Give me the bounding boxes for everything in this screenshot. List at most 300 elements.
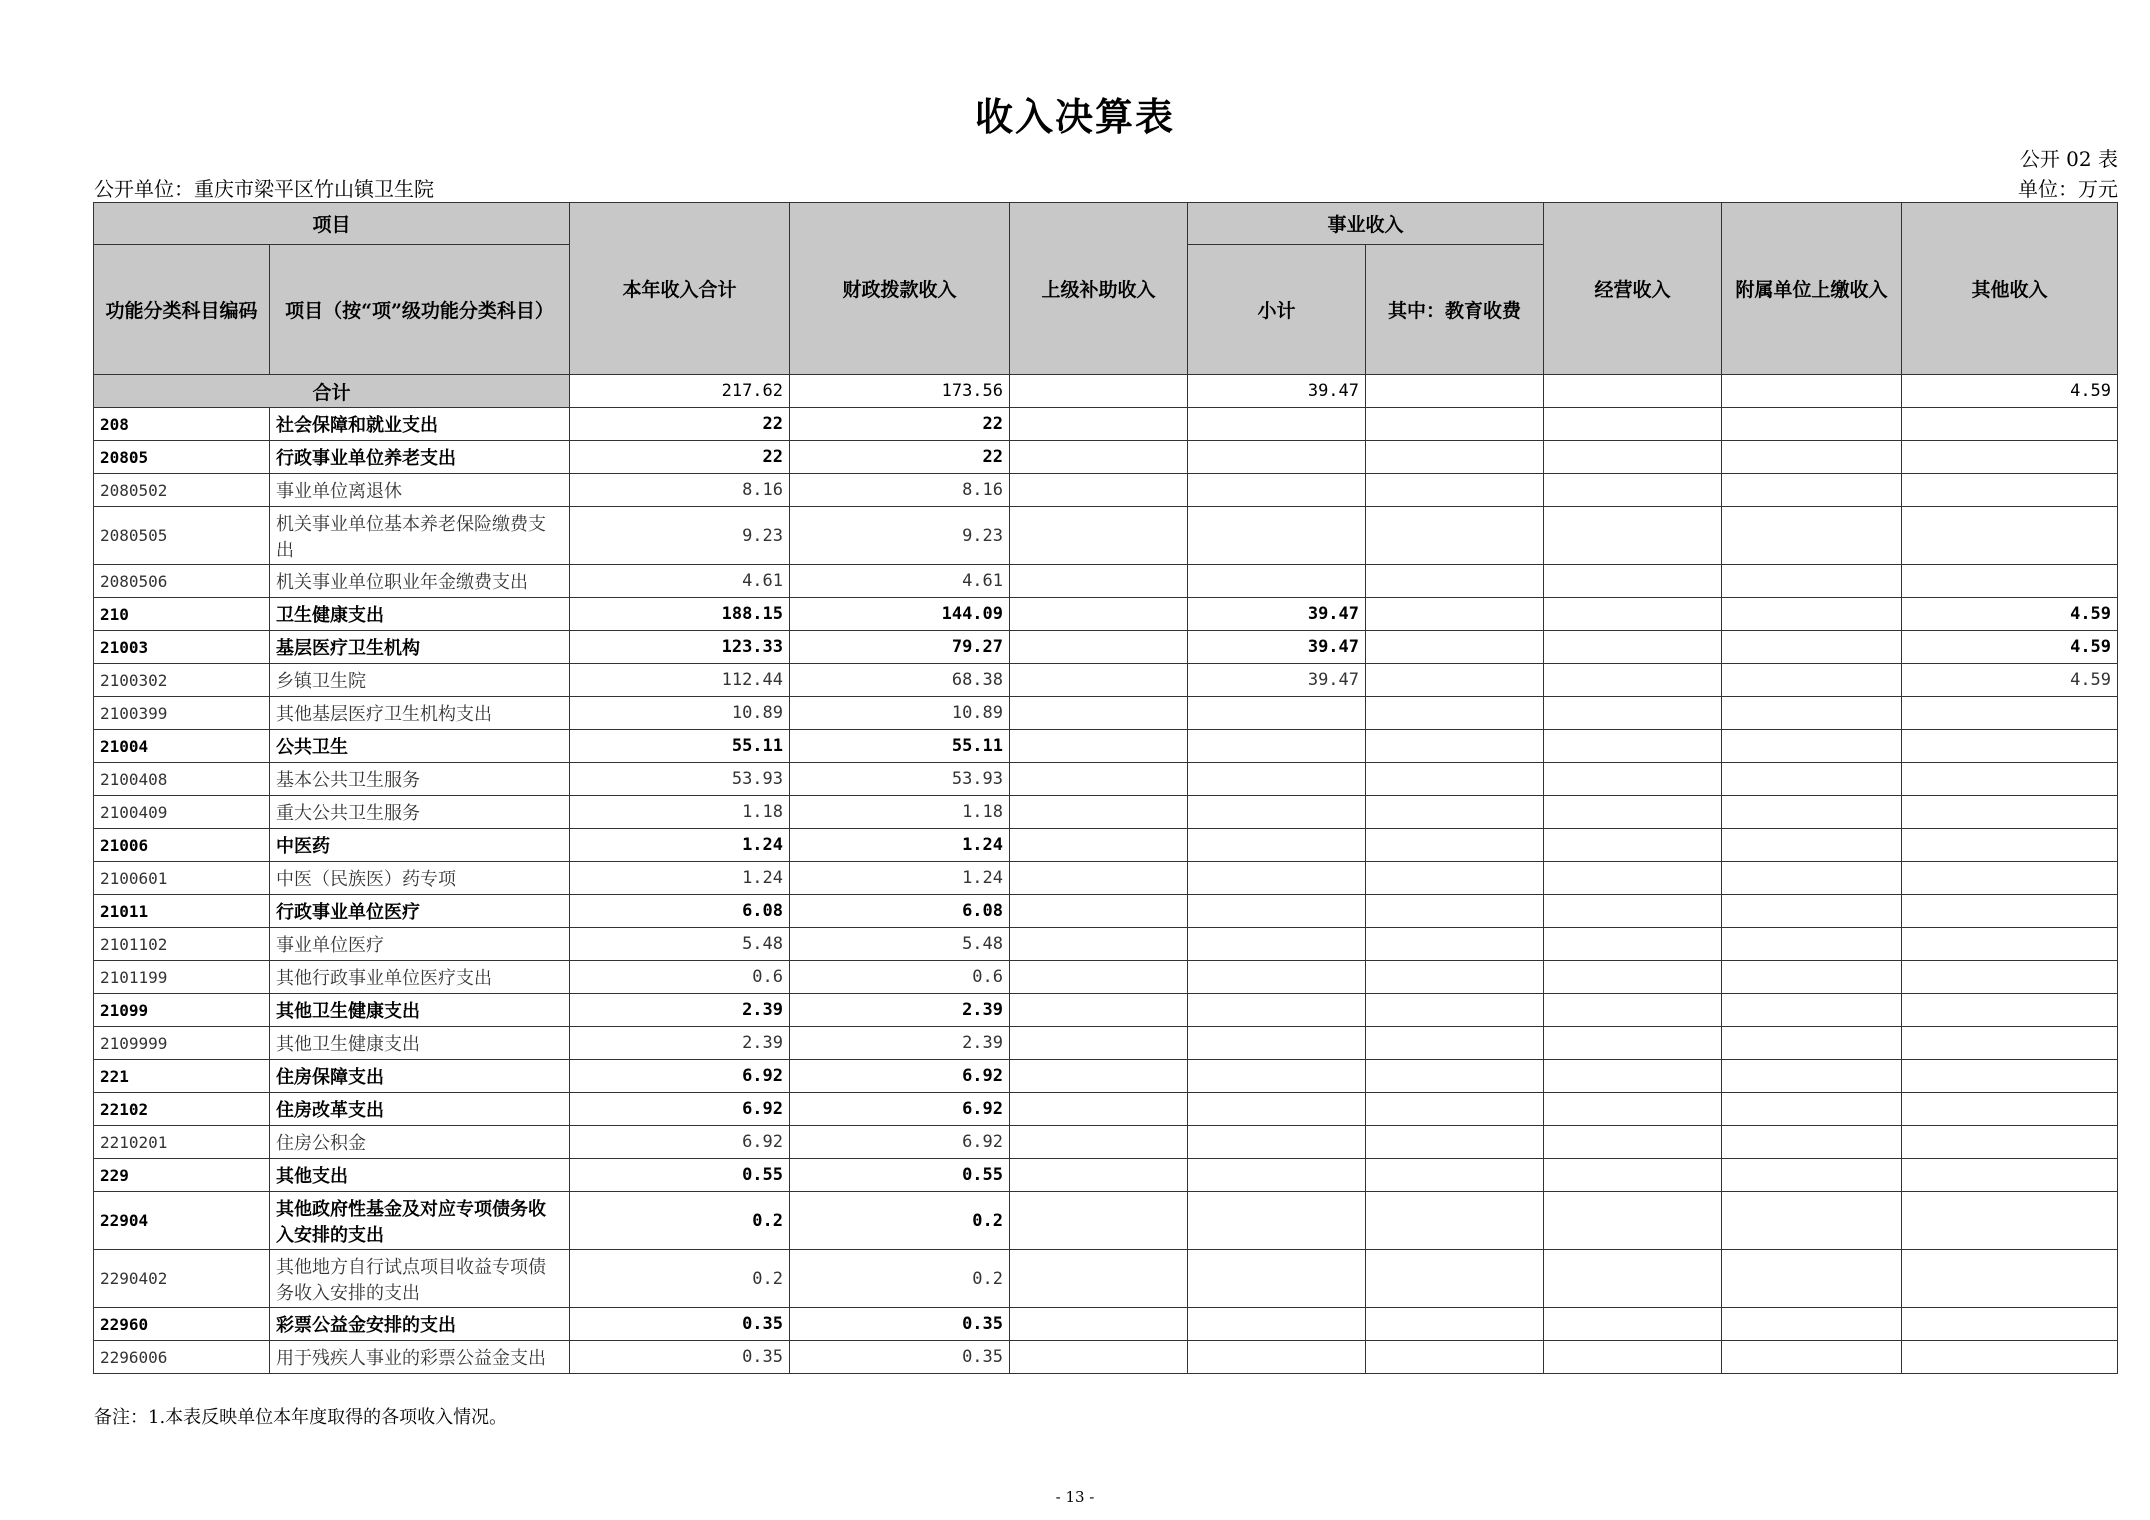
name-cell: 事业单位医疗 <box>270 928 570 961</box>
edu-cell <box>1366 1192 1544 1250</box>
subsidy-cell <box>1010 441 1188 474</box>
operating-cell <box>1544 441 1722 474</box>
name-cell: 中医（民族医）药专项 <box>270 862 570 895</box>
total-cell: 123.33 <box>570 631 790 664</box>
header-operating: 经营收入 <box>1544 203 1722 375</box>
name-cell: 基本公共卫生服务 <box>270 763 570 796</box>
affiliated-cell <box>1722 631 1902 664</box>
fiscal-cell: 53.93 <box>790 763 1010 796</box>
affiliated-cell <box>1722 1341 1902 1374</box>
code-cell: 208 <box>94 408 270 441</box>
edu-cell <box>1366 994 1544 1027</box>
fiscal-cell: 0.35 <box>790 1308 1010 1341</box>
affiliated-cell <box>1722 565 1902 598</box>
total-cell: 53.93 <box>570 763 790 796</box>
edu-cell <box>1366 664 1544 697</box>
subtotal-cell <box>1188 697 1366 730</box>
subsidy-cell <box>1010 1341 1188 1374</box>
subsidy-cell <box>1010 1250 1188 1308</box>
affiliated-cell <box>1722 1192 1902 1250</box>
table-row <box>94 763 2118 796</box>
affiliated-cell <box>1722 730 1902 763</box>
fiscal-cell: 10.89 <box>790 697 1010 730</box>
affiliated-cell <box>1722 1060 1902 1093</box>
income-table <box>93 202 2118 1374</box>
code-cell: 21011 <box>94 895 270 928</box>
subtotal-cell <box>1188 1308 1366 1341</box>
fiscal-cell: 0.55 <box>790 1159 1010 1192</box>
name-cell: 行政事业单位医疗 <box>270 895 570 928</box>
name-cell: 卫生健康支出 <box>270 598 570 631</box>
other-cell <box>1902 928 2118 961</box>
subsidy-cell <box>1010 1308 1188 1341</box>
operating-cell <box>1544 664 1722 697</box>
affiliated-cell <box>1722 829 1902 862</box>
name-cell: 机关事业单位职业年金缴费支出 <box>270 565 570 598</box>
affiliated-cell <box>1722 1126 1902 1159</box>
code-cell: 2100601 <box>94 862 270 895</box>
operating-cell <box>1544 375 1722 408</box>
subsidy-cell <box>1010 763 1188 796</box>
total-cell: 0.2 <box>570 1192 790 1250</box>
edu-cell <box>1366 697 1544 730</box>
operating-cell <box>1544 862 1722 895</box>
name-cell: 社会保障和就业支出 <box>270 408 570 441</box>
subsidy-cell <box>1010 664 1188 697</box>
table-row <box>94 730 2118 763</box>
fiscal-cell: 1.24 <box>790 862 1010 895</box>
page-title: 收入决算表 <box>974 94 1175 139</box>
code-cell: 2210201 <box>94 1126 270 1159</box>
edu-cell <box>1366 1093 1544 1126</box>
table-row <box>94 829 2118 862</box>
fiscal-cell: 55.11 <box>790 730 1010 763</box>
name-cell: 事业单位离退休 <box>270 474 570 507</box>
total-cell: 22 <box>570 408 790 441</box>
edu-cell <box>1366 1308 1544 1341</box>
fiscal-cell: 22 <box>790 408 1010 441</box>
header-other: 其他收入 <box>1902 203 2118 375</box>
affiliated-cell <box>1722 1093 1902 1126</box>
table-row <box>94 1250 2118 1308</box>
affiliated-cell <box>1722 1159 1902 1192</box>
operating-cell <box>1544 408 1722 441</box>
other-cell <box>1902 408 2118 441</box>
total-cell: 5.48 <box>570 928 790 961</box>
header-affiliated: 附属单位上缴收入 <box>1722 203 1902 375</box>
other-cell <box>1902 1093 2118 1126</box>
table-row <box>94 631 2118 664</box>
other-cell <box>1902 1341 2118 1374</box>
other-cell: 4.59 <box>1902 664 2118 697</box>
other-cell: 4.59 <box>1902 598 2118 631</box>
edu-cell <box>1366 829 1544 862</box>
affiliated-cell <box>1722 895 1902 928</box>
subtotal-cell <box>1188 994 1366 1027</box>
subsidy-cell <box>1010 474 1188 507</box>
other-cell: 4.59 <box>1902 631 2118 664</box>
other-cell <box>1902 829 2118 862</box>
other-cell <box>1902 1250 2118 1308</box>
table-body <box>94 375 2118 1374</box>
header-edu: 其中：教育收费 <box>1366 245 1544 375</box>
affiliated-cell <box>1722 1308 1902 1341</box>
name-cell: 其他地方自行试点项目收益专项债务收入安排的支出 <box>270 1250 570 1308</box>
subtotal-cell <box>1188 1093 1366 1126</box>
name-cell: 重大公共卫生服务 <box>270 796 570 829</box>
code-cell: 20805 <box>94 441 270 474</box>
affiliated-cell <box>1722 664 1902 697</box>
other-cell <box>1902 1159 2118 1192</box>
other-cell <box>1902 565 2118 598</box>
edu-cell <box>1366 961 1544 994</box>
fiscal-cell: 68.38 <box>790 664 1010 697</box>
name-cell: 住房改革支出 <box>270 1093 570 1126</box>
operating-cell <box>1544 1093 1722 1126</box>
name-cell: 公共卫生 <box>270 730 570 763</box>
other-cell <box>1902 961 2118 994</box>
name-cell: 住房保障支出 <box>270 1060 570 1093</box>
name-cell: 中医药 <box>270 829 570 862</box>
table-row <box>94 796 2118 829</box>
subsidy-cell <box>1010 928 1188 961</box>
code-cell: 2100399 <box>94 697 270 730</box>
edu-cell <box>1366 730 1544 763</box>
name-cell: 其他卫生健康支出 <box>270 994 570 1027</box>
subsidy-cell <box>1010 565 1188 598</box>
affiliated-cell <box>1722 474 1902 507</box>
affiliated-cell <box>1722 408 1902 441</box>
subtotal-cell: 39.47 <box>1188 375 1366 408</box>
edu-cell <box>1366 1341 1544 1374</box>
fiscal-cell: 22 <box>790 441 1010 474</box>
other-cell <box>1902 1308 2118 1341</box>
table-row <box>94 1027 2118 1060</box>
edu-cell <box>1366 1060 1544 1093</box>
operating-cell <box>1544 474 1722 507</box>
affiliated-cell <box>1722 507 1902 565</box>
total-cell: 4.61 <box>570 565 790 598</box>
other-cell: 4.59 <box>1902 375 2118 408</box>
affiliated-cell <box>1722 375 1902 408</box>
table-row <box>94 408 2118 441</box>
other-cell <box>1902 441 2118 474</box>
subsidy-cell <box>1010 829 1188 862</box>
subsidy-cell <box>1010 796 1188 829</box>
header-name: 项目（按“项”级功能分类科目） <box>270 245 570 375</box>
total-cell: 6.08 <box>570 895 790 928</box>
total-cell: 0.55 <box>570 1159 790 1192</box>
form-number: 公开 02 表 <box>2019 147 2118 171</box>
subsidy-cell <box>1010 730 1188 763</box>
subtotal-cell <box>1188 474 1366 507</box>
other-cell <box>1902 763 2118 796</box>
code-cell: 2296006 <box>94 1341 270 1374</box>
subtotal-cell <box>1188 1159 1366 1192</box>
other-cell <box>1902 796 2118 829</box>
total-label: 合计 <box>94 375 570 408</box>
edu-cell <box>1366 598 1544 631</box>
operating-cell <box>1544 631 1722 664</box>
subsidy-cell <box>1010 375 1188 408</box>
table-row <box>94 895 2118 928</box>
subsidy-cell <box>1010 895 1188 928</box>
subsidy-cell <box>1010 1192 1188 1250</box>
edu-cell <box>1366 1159 1544 1192</box>
edu-cell <box>1366 565 1544 598</box>
code-cell: 2100409 <box>94 796 270 829</box>
table-row <box>94 928 2118 961</box>
subsidy-cell <box>1010 408 1188 441</box>
edu-cell <box>1366 408 1544 441</box>
other-cell <box>1902 507 2118 565</box>
page-number: - 13 - <box>1055 1488 1095 1506</box>
operating-cell <box>1544 730 1722 763</box>
code-cell: 2100408 <box>94 763 270 796</box>
total-cell: 0.2 <box>570 1250 790 1308</box>
name-cell: 其他政府性基金及对应专项债务收入安排的支出 <box>270 1192 570 1250</box>
affiliated-cell <box>1722 697 1902 730</box>
code-cell: 2109999 <box>94 1027 270 1060</box>
other-cell <box>1902 862 2118 895</box>
subsidy-cell <box>1010 1027 1188 1060</box>
total-cell: 8.16 <box>570 474 790 507</box>
total-cell: 55.11 <box>570 730 790 763</box>
subtotal-cell <box>1188 408 1366 441</box>
code-cell: 21003 <box>94 631 270 664</box>
edu-cell <box>1366 895 1544 928</box>
total-cell: 1.24 <box>570 829 790 862</box>
total-cell: 6.92 <box>570 1093 790 1126</box>
operating-cell <box>1544 507 1722 565</box>
fiscal-cell: 8.16 <box>790 474 1010 507</box>
other-cell <box>1902 1060 2118 1093</box>
name-cell: 其他基层医疗卫生机构支出 <box>270 697 570 730</box>
operating-cell <box>1544 598 1722 631</box>
total-cell: 10.89 <box>570 697 790 730</box>
operating-cell <box>1544 829 1722 862</box>
code-cell: 21006 <box>94 829 270 862</box>
subsidy-cell <box>1010 1060 1188 1093</box>
affiliated-cell <box>1722 1027 1902 1060</box>
total-cell: 1.18 <box>570 796 790 829</box>
subsidy-cell <box>1010 1159 1188 1192</box>
fiscal-cell: 6.08 <box>790 895 1010 928</box>
code-cell: 21099 <box>94 994 270 1027</box>
table-row <box>94 565 2118 598</box>
total-cell: 217.62 <box>570 375 790 408</box>
subtotal-cell <box>1188 829 1366 862</box>
total-cell: 9.23 <box>570 507 790 565</box>
code-cell: 22904 <box>94 1192 270 1250</box>
code-cell: 22102 <box>94 1093 270 1126</box>
subtotal-cell <box>1188 928 1366 961</box>
header-code: 功能分类科目编码 <box>94 245 270 375</box>
header-fiscal: 财政拨款收入 <box>790 203 1010 375</box>
affiliated-cell <box>1722 862 1902 895</box>
subtotal-cell <box>1188 441 1366 474</box>
fiscal-cell: 2.39 <box>790 1027 1010 1060</box>
organization-label: 公开单位：重庆市梁平区竹山镇卫生院 <box>94 177 434 201</box>
subtotal-cell <box>1188 730 1366 763</box>
table-row <box>94 441 2118 474</box>
operating-cell <box>1544 1192 1722 1250</box>
name-cell: 用于残疾人事业的彩票公益金支出 <box>270 1341 570 1374</box>
fiscal-cell: 0.6 <box>790 961 1010 994</box>
subtotal-cell: 39.47 <box>1188 664 1366 697</box>
table-row <box>94 1192 2118 1250</box>
code-cell: 2101199 <box>94 961 270 994</box>
fiscal-cell: 144.09 <box>790 598 1010 631</box>
name-cell: 其他卫生健康支出 <box>270 1027 570 1060</box>
header-total: 本年收入合计 <box>570 203 790 375</box>
subtotal-cell <box>1188 961 1366 994</box>
operating-cell <box>1544 994 1722 1027</box>
other-cell <box>1902 994 2118 1027</box>
other-cell <box>1902 697 2118 730</box>
table-row <box>94 994 2118 1027</box>
subsidy-cell <box>1010 631 1188 664</box>
operating-cell <box>1544 697 1722 730</box>
subtotal-cell <box>1188 1060 1366 1093</box>
table-row <box>94 1341 2118 1374</box>
subtotal-cell <box>1188 1027 1366 1060</box>
table-row <box>94 1126 2118 1159</box>
code-cell: 22960 <box>94 1308 270 1341</box>
fiscal-cell: 1.24 <box>790 829 1010 862</box>
edu-cell <box>1366 441 1544 474</box>
name-cell: 机关事业单位基本养老保险缴费支出 <box>270 507 570 565</box>
subsidy-cell <box>1010 1093 1188 1126</box>
code-cell: 21004 <box>94 730 270 763</box>
edu-cell <box>1366 474 1544 507</box>
fiscal-cell: 6.92 <box>790 1093 1010 1126</box>
subtotal-cell <box>1188 1341 1366 1374</box>
fiscal-cell: 173.56 <box>790 375 1010 408</box>
total-cell: 0.35 <box>570 1341 790 1374</box>
operating-cell <box>1544 1250 1722 1308</box>
subsidy-cell <box>1010 994 1188 1027</box>
table-row <box>94 1093 2118 1126</box>
fiscal-cell: 5.48 <box>790 928 1010 961</box>
fiscal-cell: 0.35 <box>790 1341 1010 1374</box>
edu-cell <box>1366 1027 1544 1060</box>
edu-cell <box>1366 507 1544 565</box>
operating-cell <box>1544 565 1722 598</box>
table-row <box>94 1308 2118 1341</box>
total-cell: 6.92 <box>570 1126 790 1159</box>
code-cell: 2080506 <box>94 565 270 598</box>
subsidy-cell <box>1010 961 1188 994</box>
table-row <box>94 1060 2118 1093</box>
affiliated-cell <box>1722 763 1902 796</box>
edu-cell <box>1366 375 1544 408</box>
total-cell: 6.92 <box>570 1060 790 1093</box>
header-subsidy: 上级补助收入 <box>1010 203 1188 375</box>
subtotal-cell <box>1188 507 1366 565</box>
code-cell: 229 <box>94 1159 270 1192</box>
code-cell: 2080505 <box>94 507 270 565</box>
edu-cell <box>1366 1126 1544 1159</box>
operating-cell <box>1544 928 1722 961</box>
total-cell: 0.35 <box>570 1308 790 1341</box>
affiliated-cell <box>1722 928 1902 961</box>
total-cell: 1.24 <box>570 862 790 895</box>
fiscal-cell: 4.61 <box>790 565 1010 598</box>
total-row <box>94 375 2118 408</box>
table-row <box>94 862 2118 895</box>
affiliated-cell <box>1722 994 1902 1027</box>
edu-cell <box>1366 1250 1544 1308</box>
fiscal-cell: 0.2 <box>790 1250 1010 1308</box>
header-subtotal: 小计 <box>1188 245 1366 375</box>
other-cell <box>1902 895 2118 928</box>
subsidy-cell <box>1010 697 1188 730</box>
affiliated-cell <box>1722 961 1902 994</box>
subtotal-cell <box>1188 763 1366 796</box>
subtotal-cell <box>1188 895 1366 928</box>
subsidy-cell <box>1010 507 1188 565</box>
fiscal-cell: 0.2 <box>790 1192 1010 1250</box>
table-row <box>94 474 2118 507</box>
fiscal-cell: 9.23 <box>790 507 1010 565</box>
edu-cell <box>1366 796 1544 829</box>
table-row <box>94 1159 2118 1192</box>
fiscal-cell: 79.27 <box>790 631 1010 664</box>
edu-cell <box>1366 928 1544 961</box>
subtotal-cell <box>1188 862 1366 895</box>
code-cell: 221 <box>94 1060 270 1093</box>
total-cell: 112.44 <box>570 664 790 697</box>
name-cell: 其他支出 <box>270 1159 570 1192</box>
header-item: 项目 <box>94 203 570 245</box>
code-cell: 2080502 <box>94 474 270 507</box>
total-cell: 2.39 <box>570 994 790 1027</box>
other-cell <box>1902 1192 2118 1250</box>
code-cell: 2101102 <box>94 928 270 961</box>
name-cell: 彩票公益金安排的支出 <box>270 1308 570 1341</box>
operating-cell <box>1544 1308 1722 1341</box>
subtotal-cell: 39.47 <box>1188 631 1366 664</box>
subsidy-cell <box>1010 862 1188 895</box>
unit-label: 单位：万元 <box>2018 177 2118 201</box>
subtotal-cell <box>1188 1250 1366 1308</box>
subtotal-cell <box>1188 565 1366 598</box>
header-business: 事业收入 <box>1188 203 1544 245</box>
table-row <box>94 598 2118 631</box>
table-row <box>94 507 2118 565</box>
name-cell: 行政事业单位养老支出 <box>270 441 570 474</box>
other-cell <box>1902 1126 2118 1159</box>
code-cell: 2290402 <box>94 1250 270 1308</box>
code-cell: 2100302 <box>94 664 270 697</box>
name-cell: 乡镇卫生院 <box>270 664 570 697</box>
subtotal-cell: 39.47 <box>1188 598 1366 631</box>
total-cell: 22 <box>570 441 790 474</box>
fiscal-cell: 1.18 <box>790 796 1010 829</box>
fiscal-cell: 2.39 <box>790 994 1010 1027</box>
edu-cell <box>1366 862 1544 895</box>
other-cell <box>1902 474 2118 507</box>
operating-cell <box>1544 1341 1722 1374</box>
code-cell: 210 <box>94 598 270 631</box>
fiscal-cell: 6.92 <box>790 1126 1010 1159</box>
operating-cell <box>1544 1126 1722 1159</box>
subtotal-cell <box>1188 1126 1366 1159</box>
other-cell <box>1902 1027 2118 1060</box>
total-cell: 0.6 <box>570 961 790 994</box>
affiliated-cell <box>1722 1250 1902 1308</box>
